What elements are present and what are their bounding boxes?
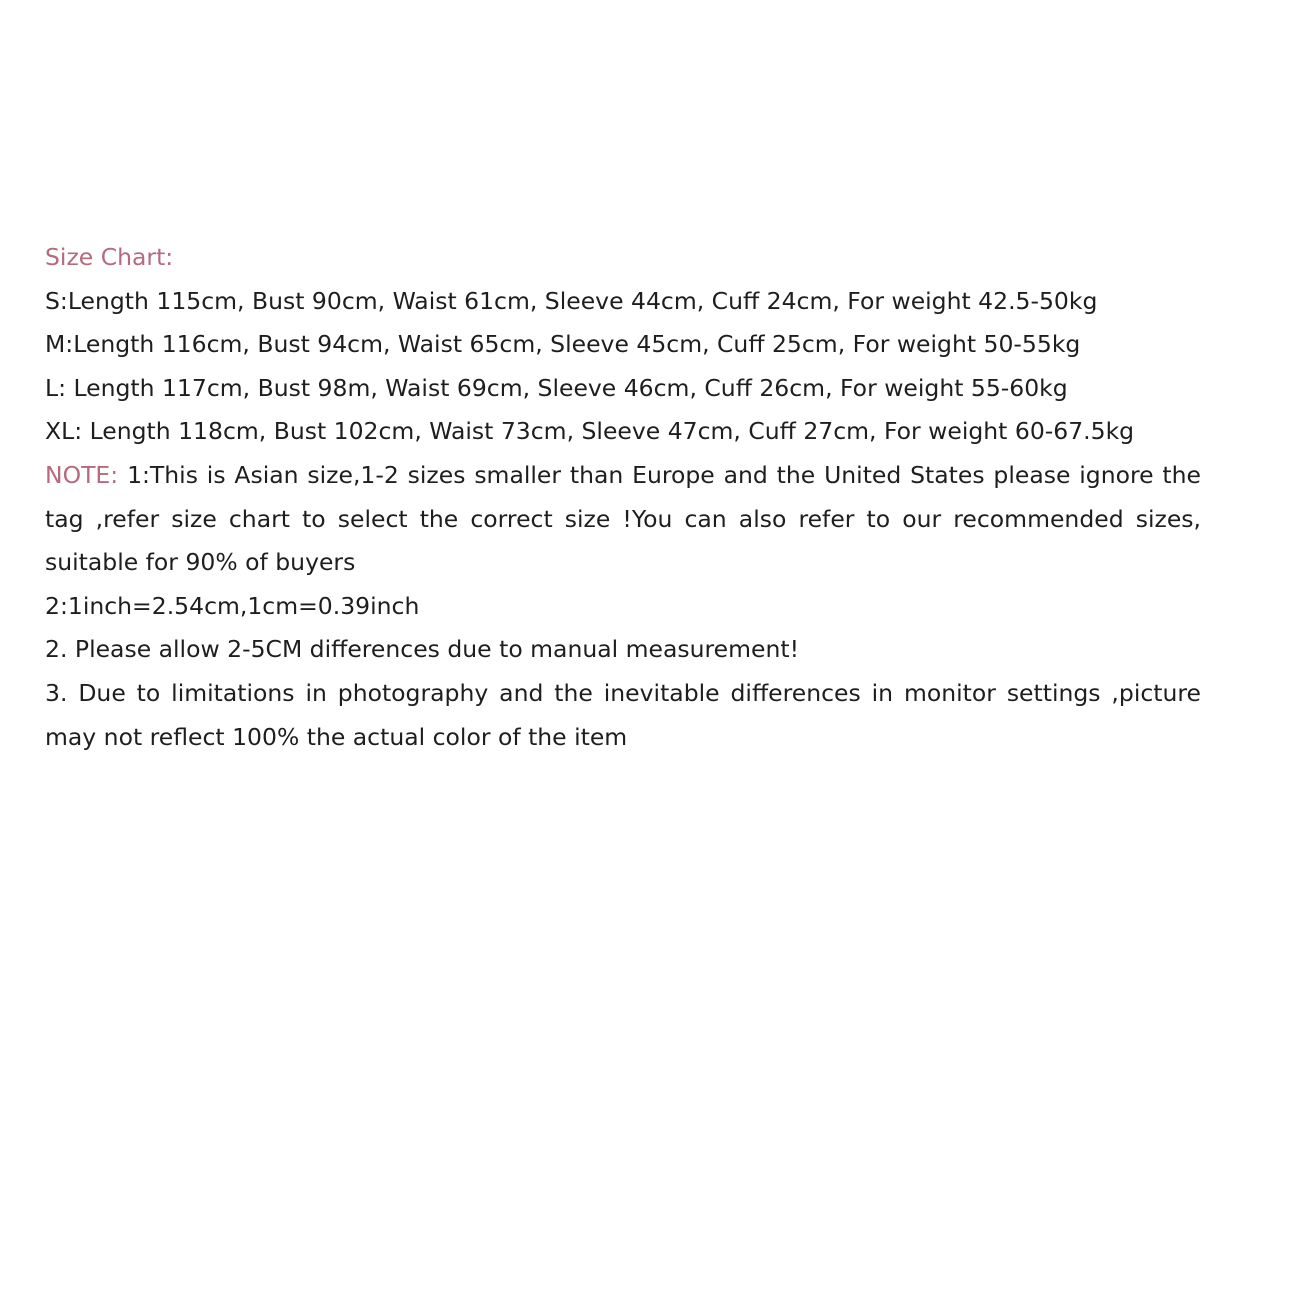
size-row-m: M:Length 116cm, Bust 94cm, Waist 65cm, Sleeve 45cm, Cuff 25cm, For weight 50-55kg: [45, 330, 1081, 359]
note-conversion: 2:1inch=2.54cm,1cm=0.39inch: [45, 591, 420, 620]
size-row-s: S:Length 115cm, Bust 90cm, Waist 61cm, Sleeve 44cm, Cuff 24cm, For weight 42.5-50kg: [45, 286, 1098, 315]
size-row-l: L: Length 117cm, Bust 98m, Waist 69cm, Sleeve 46cm, Cuff 26cm, For weight 55-60kg: [45, 373, 1068, 402]
size-chart-heading: Size Chart:: [45, 243, 174, 271]
note-label: NOTE:: [45, 460, 119, 489]
size-row-xl: XL: Length 118cm, Bust 102cm, Waist 73cm, Sleeve 47cm, Cuff 27cm, For weight 60-67.5kg: [45, 417, 1135, 446]
note-color: 3. Due to limitations in photography and the inevitable differences in monitor settings ,picture may not reflect 100% the actual color of the item: [45, 678, 1201, 751]
note-paragraph: [45, 454, 1201, 585]
size-chart-document: [45, 236, 1201, 759]
note-asian-size: 1:This is Asian size,1-2 sizes smaller than Europe and the United States please ignore the tag ,refer size chart to select the correct size !You can also refer to our recommended sizes, suitable for 90% of buyers: [45, 460, 1201, 577]
note-measurement: 2. Please allow 2-5CM differences due to manual measurement!: [45, 635, 800, 664]
